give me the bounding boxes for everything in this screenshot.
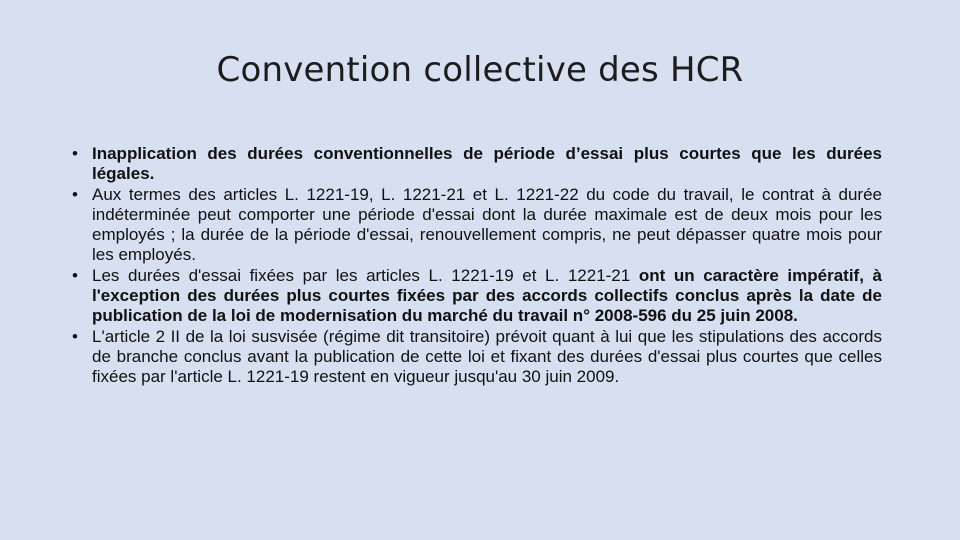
bullet-text: Inapplication des durées conventionnelles de période d’essai plus courtes que les durées légales. xyxy=(92,144,882,184)
bullet-list xyxy=(72,144,882,388)
bullet-item-3 xyxy=(72,266,882,327)
slide-title: Convention collective des HCR xyxy=(216,50,744,90)
bullet-icon: • xyxy=(72,265,78,285)
bullet-text: Les durées d'essai fixées par les articles L. 1221-19 et L. 1221-21 xyxy=(92,265,639,285)
bullet-text-bold: ont un caractère impératif, à l'exception des durées plus courtes fixées par des accords collectifs conclus après la date de publication de la loi de modernisation du marché du travail n° 2008-596 du 25 juin 2008. xyxy=(92,265,882,326)
slide-content xyxy=(72,144,882,388)
bullet-item-4 xyxy=(72,327,882,388)
bullet-item-2 xyxy=(72,185,882,266)
bullet-item-1 xyxy=(72,144,882,185)
bullet-icon: • xyxy=(72,326,78,346)
bullet-icon: • xyxy=(72,144,78,163)
bullet-text: L'article 2 II de la loi susvisée (régime dit transitoire) prévoit quant à lui que les stipulations des accords de branche conclus avant la publication de cette loi et fixant des durées d'essai plus courtes que celles fixées par l'article L. 1221-19 restent en vigueur jusqu'au 30 juin 2009. xyxy=(92,326,882,387)
bullet-text: Aux termes des articles L. 1221-19, L. 1221-21 et L. 1221-22 du code du travail, le contrat à durée indéterminée peut comporter une période d'essai dont la durée maximale est de deux mois pour les employés ; la durée de la période d'essai, renouvellement compris, ne peut dépasser quatre mois pour les employés. xyxy=(92,184,882,265)
bullet-icon: • xyxy=(72,184,78,204)
